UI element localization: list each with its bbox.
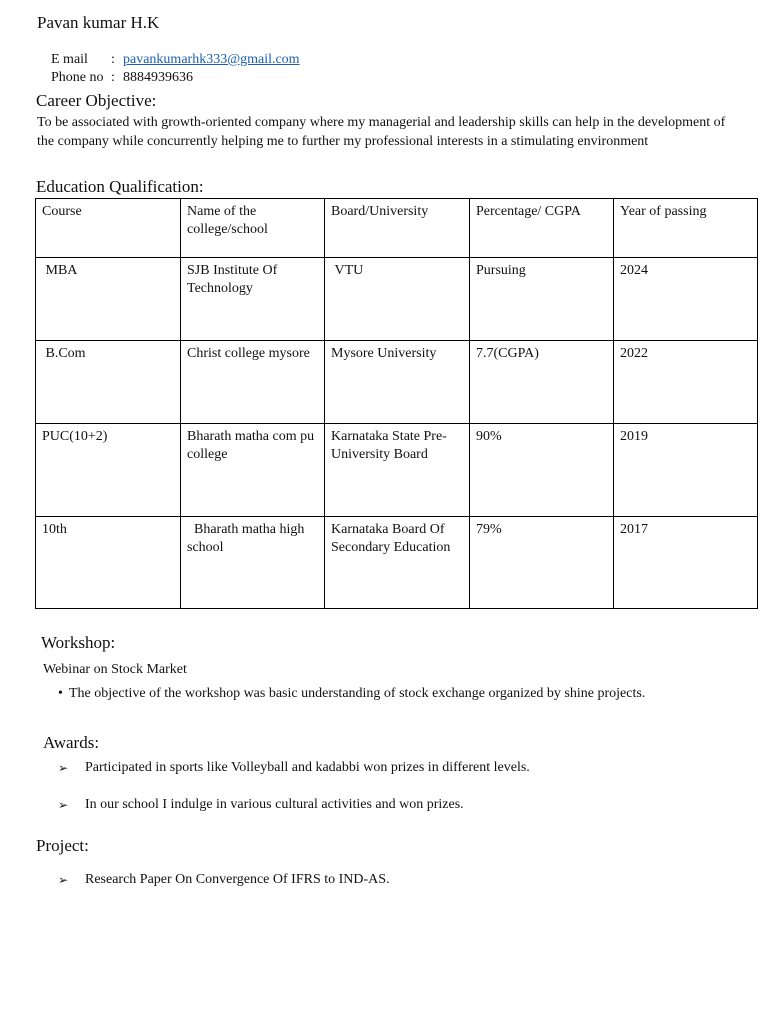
phone-number: 8884939636 — [123, 70, 193, 85]
table-cell: 79% — [470, 517, 614, 609]
table-cell: 2022 — [614, 341, 758, 424]
table-cell: MBA — [36, 258, 181, 341]
career-objective-heading: Career Objective: — [36, 91, 157, 110]
phone-separator: : — [111, 70, 115, 85]
phone-row — [44, 54, 193, 86]
email-separator: : — [111, 52, 115, 67]
table-cell: VTU — [325, 258, 470, 341]
email-label: E mail — [51, 52, 88, 67]
table-cell: 2019 — [614, 424, 758, 517]
education-table — [35, 198, 758, 609]
table-cell: Bharath matha com pu college — [181, 424, 325, 517]
table-cell: 2017 — [614, 517, 758, 609]
column-header: Year of passing — [614, 199, 758, 258]
arrow-bullet-icon: ➢ — [58, 873, 69, 887]
table-row — [36, 517, 758, 609]
workshop-title: Webinar on Stock Market — [43, 662, 187, 677]
award-item: Participated in sports like Volleyball and kadabbi won prizes in different levels. — [85, 760, 530, 775]
table-cell: 10th — [36, 517, 181, 609]
table-cell: B.Com — [36, 341, 181, 424]
table-cell: 90% — [470, 424, 614, 517]
table-row — [36, 341, 758, 424]
education-heading: Education Qualification: — [36, 177, 204, 196]
phone-label: Phone no — [51, 70, 104, 85]
column-header: Board/University — [325, 199, 470, 258]
bullet-icon: • — [58, 686, 63, 701]
workshop-point: The objective of the workshop was basic understanding of stock exchange organized by shine projects. — [69, 686, 646, 701]
awards-heading: Awards: — [43, 733, 100, 752]
career-objective-text: To be associated with growth-oriented company where my managerial and leadership skills can help in the development of the company while concurrently helping me to further my professional interests in a stimulating environment — [37, 115, 726, 149]
table-cell: Christ college mysore — [181, 341, 325, 424]
table-cell: 2024 — [614, 258, 758, 341]
project-heading: Project: — [36, 836, 89, 855]
candidate-name: Pavan kumar H.K — [37, 13, 160, 32]
table-cell: SJB Institute Of Technology — [181, 258, 325, 341]
email-link[interactable]: pavankumarhk333@gmail.com — [123, 52, 300, 67]
award-item: In our school I indulge in various cultural activities and won prizes. — [85, 797, 464, 812]
table-header-row — [36, 199, 758, 258]
table-cell: Mysore University — [325, 341, 470, 424]
column-header: Percentage/ CGPA — [470, 199, 614, 258]
table-cell: Bharath matha high school — [181, 517, 325, 609]
project-item: Research Paper On Convergence Of IFRS to IND-AS. — [85, 872, 390, 887]
column-header: Course — [36, 199, 181, 258]
table-cell: Pursuing — [470, 258, 614, 341]
table-cell: PUC(10+2) — [36, 424, 181, 517]
column-header: Name of the college/school — [181, 199, 325, 258]
table-cell: 7.7(CGPA) — [470, 341, 614, 424]
workshop-heading: Workshop: — [41, 633, 116, 652]
table-cell: Karnataka State Pre-University Board — [325, 424, 470, 517]
arrow-bullet-icon: ➢ — [58, 761, 69, 775]
table-row — [36, 424, 758, 517]
table-cell: Karnataka Board Of Secondary Education — [325, 517, 470, 609]
arrow-bullet-icon: ➢ — [58, 798, 69, 812]
table-row — [36, 258, 758, 341]
